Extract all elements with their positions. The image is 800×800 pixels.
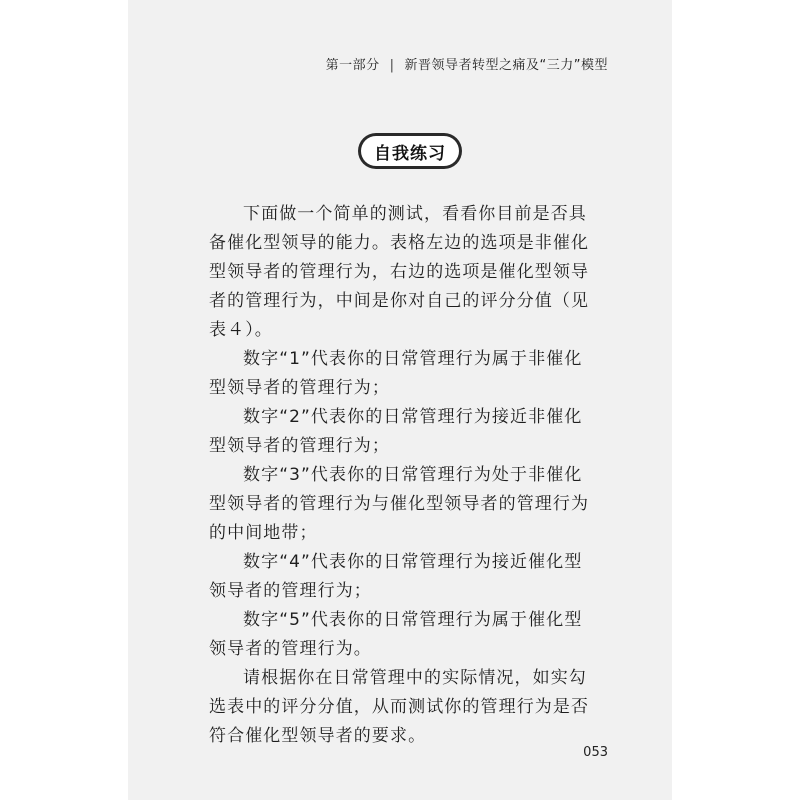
paragraph-score-2: 数字“2”代表你的日常管理行为接近非催化型领导者的管理行为； [209,407,583,456]
section-title: 自我练习 [361,136,459,166]
section-title-badge [358,133,462,169]
paragraph-score-5: 数字“5”代表你的日常管理行为属于催化型领导者的管理行为。 [209,610,583,659]
paragraph-score-4: 数字“4”代表你的日常管理行为接近催化型领导者的管理行为； [209,552,583,601]
paragraph-score-3: 数字“3”代表你的日常管理行为处于非催化型领导者的管理行为与催化型领导者的管理行为的中间地带； [209,465,590,543]
paragraph-intro: 下面做一个简单的测试，看看你目前是否具备催化型领导的能力。表格左边的选项是非催化型领导者的管理行为，右边的选项是催化型领导者的管理行为，中间是你对自己的评分分值（见表４）。 [209,204,590,340]
book-page [128,0,672,800]
page-number: 053 [583,745,608,760]
header-separator: | [389,58,395,73]
header-chapter-title: 新晋领导者转型之痛及“三力”模型 [404,58,608,73]
running-header [326,54,608,73]
header-part-label: 第一部分 [325,58,380,73]
paragraph-instruction: 请根据你在日常管理中的实际情况，如实勾选表中的评分分值，从而测试你的管理行为是否符合催化型领导者的要求。 [209,668,590,746]
paragraph-score-1: 数字“1”代表你的日常管理行为属于非催化型领导者的管理行为； [209,349,583,398]
body-text [209,200,593,751]
